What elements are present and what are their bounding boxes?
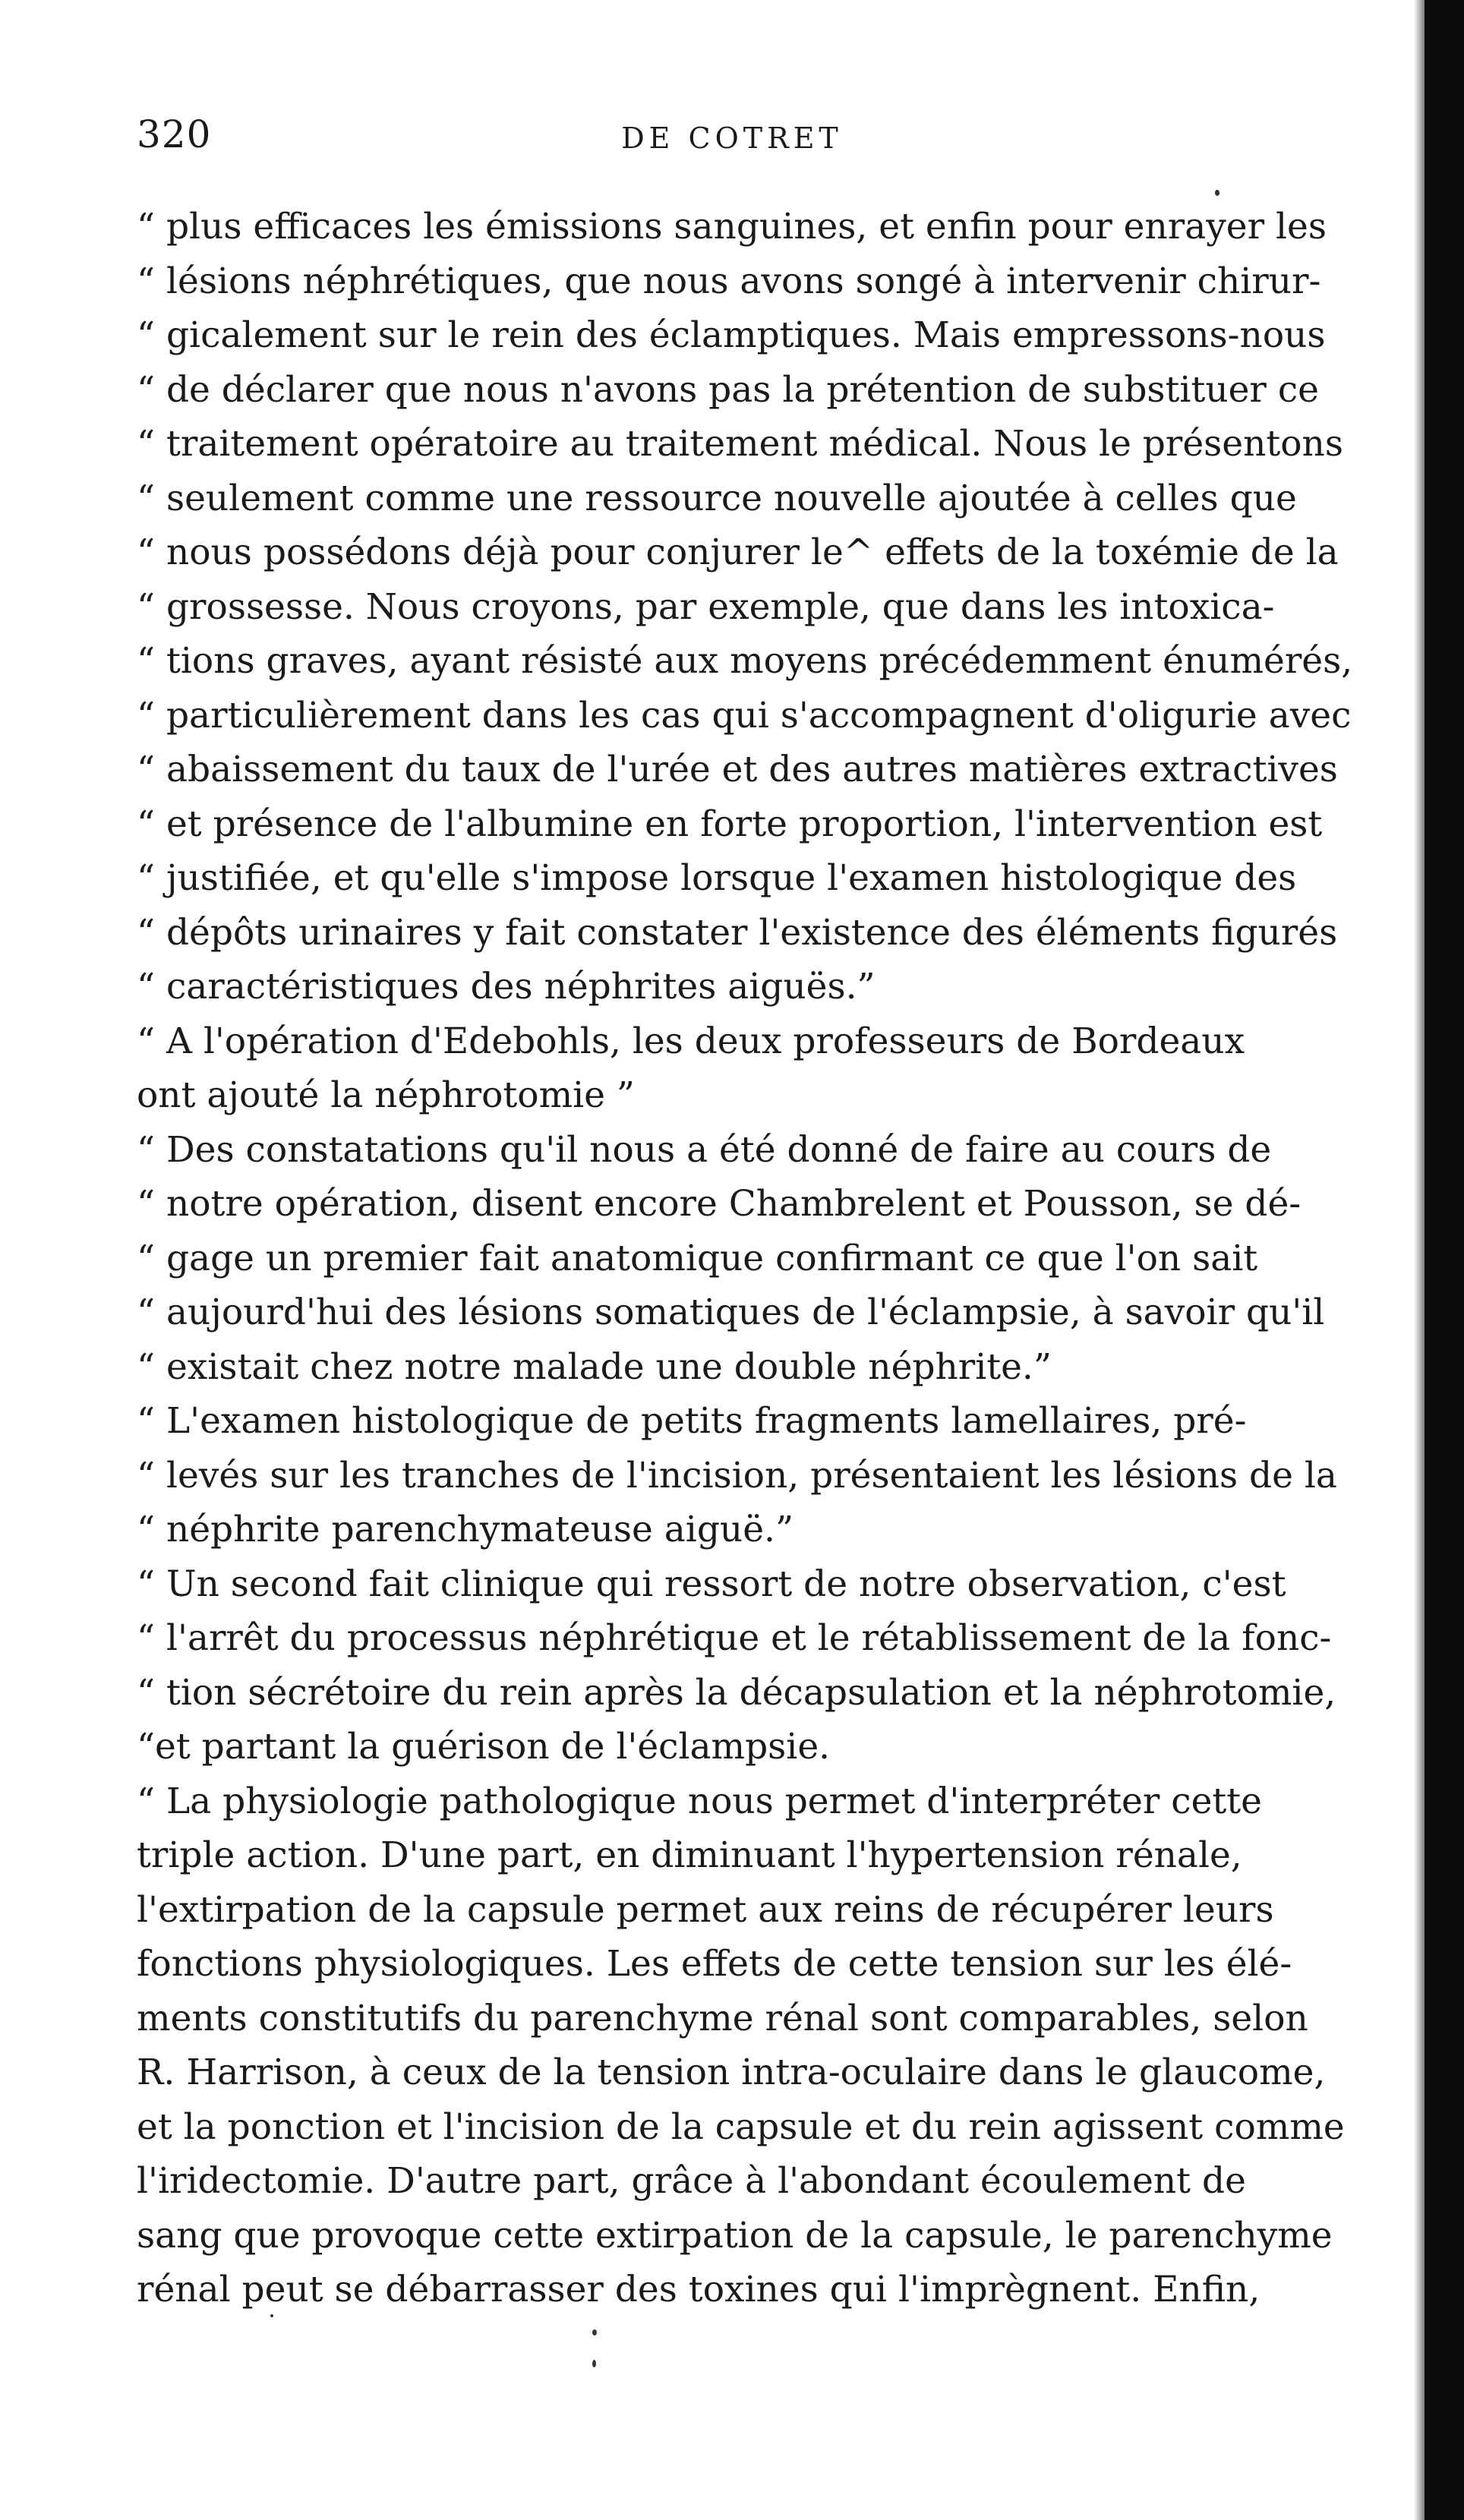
- body-text: [137, 200, 1359, 2317]
- book-binding-edge: [1425, 0, 1464, 2520]
- text-line: “ aujourd'hui des lésions somatiques de l'éclampsie, à savoir qu'il: [137, 1292, 1325, 1333]
- text-line: “ gage un premier fait anatomique confirmant ce que l'on sait: [137, 1237, 1258, 1279]
- text-line: “ de déclarer que nous n'avons pas la prétention de substituer ce: [137, 368, 1319, 411]
- text-line: “ tions graves, ayant résisté aux moyens précédemment énumérés,: [137, 640, 1353, 682]
- text-line: “ levés sur les tranches de l'incision, présentaient les lésions de la: [137, 1454, 1337, 1497]
- text-line: “ grossesse. Nous croyons, par exemple, que dans les intoxica-: [137, 585, 1275, 628]
- text-line: triple action. D'une part, en diminuant l'hypertension rénale,: [137, 1834, 1242, 1876]
- text-line: “ abaissement du taux de l'urée et des autres matières extractives: [137, 749, 1338, 790]
- text-line: “ nous possédons déjà pour conjurer le^ effets de la toxémie de la: [137, 531, 1339, 573]
- ink-speck: [592, 2360, 596, 2367]
- text-line: “et partant la guérison de l'éclampsie.: [137, 1726, 831, 1768]
- text-line: “ seulement comme une ressource nouvelle ajoutée à celles que: [137, 477, 1297, 519]
- text-line: “ L'examen histologique de petits fragments lamellaires, pré-: [137, 1400, 1247, 1442]
- text-line: “ plus efficaces les émissions sanguines, et enfin pour enrayer les: [137, 206, 1327, 248]
- text-line: “ particulièrement dans les cas qui s'accompagnent d'oligurie avec: [137, 694, 1352, 736]
- text-line: “ traitement opératoire au traitement médical. Nous le présentons: [137, 423, 1343, 465]
- text-line: “ l'arrêt du processus néphrétique et le rétablissement de la fonc-: [137, 1617, 1332, 1659]
- text-line: “ notre opération, disent encore Chambrelent et Pousson, se dé-: [137, 1183, 1302, 1225]
- text-line: “ A l'opération d'Edebohls, les deux professeurs de Bordeaux: [137, 1020, 1245, 1062]
- text-line: “ tion sécrétoire du rein après la décapsulation et la néphrotomie,: [137, 1671, 1336, 1714]
- text-line: “ dépôts urinaires y fait constater l'existence des éléments figurés: [137, 911, 1338, 954]
- text-line: fonctions physiologiques. Les effets de cette tension sur les élé-: [137, 1943, 1292, 1985]
- text-line: “ néphrite parenchymateuse aiguë.”: [137, 1509, 794, 1550]
- text-line: et la ponction et l'incision de la capsule et du rein agissent comme: [137, 2105, 1345, 2148]
- text-line: l'iridectomie. D'autre part, grâce à l'abondant écoulement de: [137, 2160, 1246, 2202]
- ink-speck: [592, 2329, 597, 2335]
- text-line: l'extirpation de la capsule permet aux reins de récupérer leurs: [137, 1888, 1274, 1931]
- text-line: “ existait chez notre malade une double néphrite.”: [137, 1345, 1052, 1388]
- text-line: sang que provoque cette extirpation de la capsule, le parenchyme: [137, 2214, 1333, 2257]
- text-line: “ La physiologie pathologique nous permet d'interpréter cette: [137, 1780, 1262, 1822]
- text-line: ont ajouté la néphrotomie ”: [137, 1074, 635, 1116]
- running-head: DE COTRET: [621, 121, 843, 155]
- text-line: “ Un second fait clinique qui ressort de notre observation, c'est: [137, 1563, 1286, 1605]
- ink-speck: [1215, 190, 1219, 196]
- text-line: ments constitutifs du parenchyme rénal sont comparables, selon: [137, 1997, 1308, 2039]
- page-number: 320: [137, 112, 212, 156]
- text-line: “ Des constatations qu'il nous a été donné de faire au cours de: [137, 1128, 1272, 1171]
- text-line: “ caractéristiques des néphrites aiguës.”: [137, 966, 876, 1008]
- ink-speck: [270, 2314, 273, 2317]
- text-line: “ gicalement sur le rein des éclamptiques. Mais empressons-nous: [137, 314, 1326, 356]
- text-line: “ lésions néphrétiques, que nous avons songé à intervenir chirur-: [137, 260, 1321, 302]
- text-line: “ et présence de l'albumine en forte proportion, l'intervention est: [137, 803, 1323, 845]
- text-line: “ justifiée, et qu'elle s'impose lorsque l'examen histologique des: [137, 857, 1297, 899]
- text-line: R. Harrison, à ceux de la tension intra-oculaire dans le glaucome,: [137, 2052, 1326, 2093]
- text-line: rénal peut se débarrasser des toxines qui l'imprègnent. Enfin,: [137, 2269, 1260, 2310]
